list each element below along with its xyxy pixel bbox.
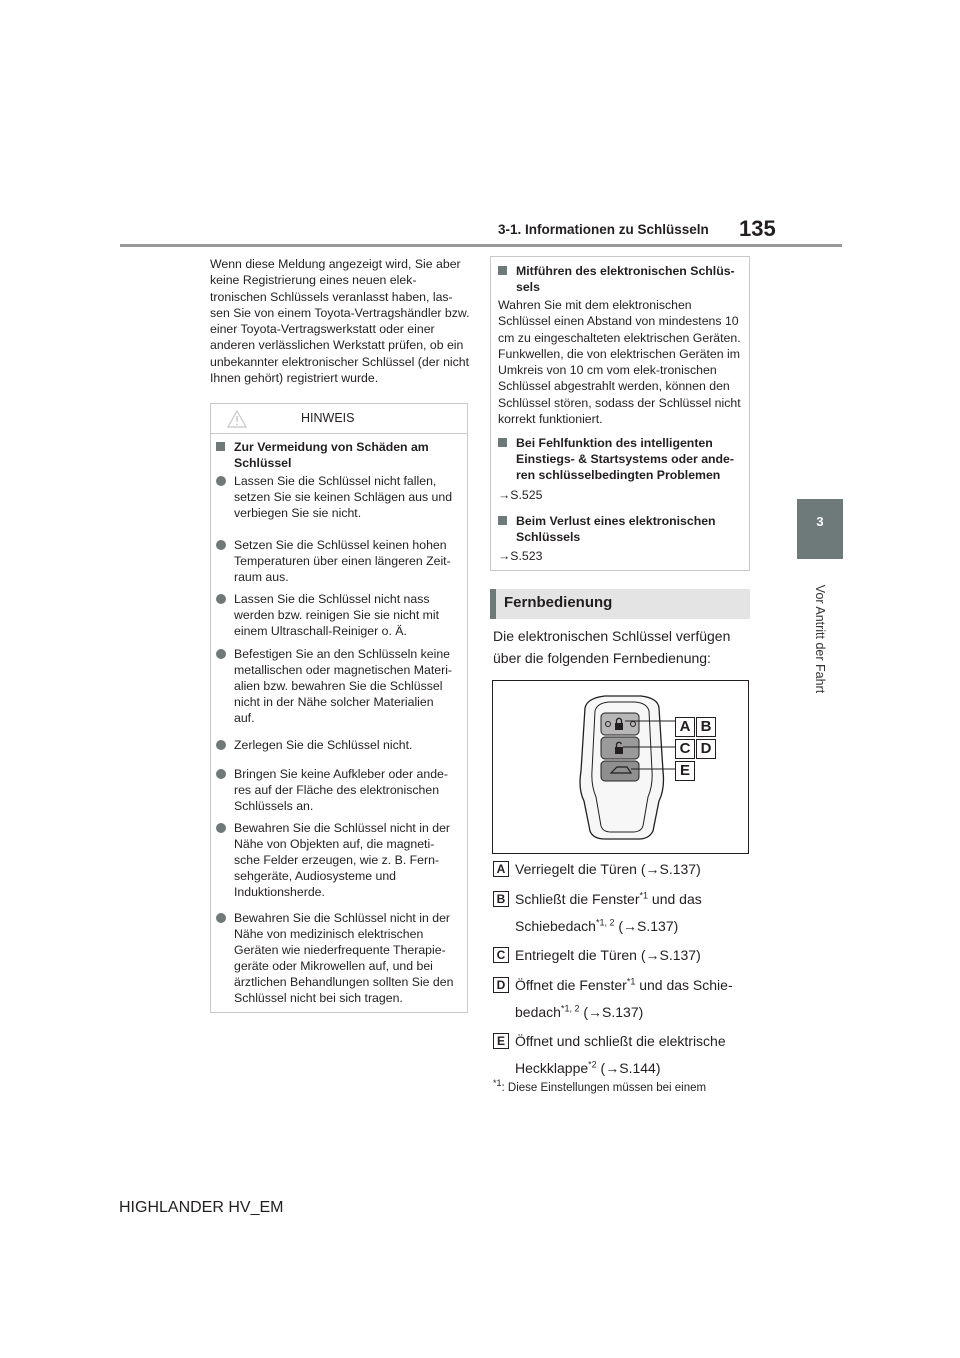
- list-item-text: Zerlegen Sie die Schlüssel nicht.: [234, 738, 413, 752]
- callout-label: D: [696, 739, 716, 759]
- list-item-text: Setzen Sie die Schlüssel keinen hohen Temperaturen über einen längeren Zeit-raum aus.: [234, 538, 451, 584]
- item-text: Öffnet und schließt die elektrische: [515, 1033, 726, 1049]
- list-item-text: Befestigen Sie an den Schlüsseln keine metallischen oder magnetischen Materi-alien bzw. bewahren Sie die Schlüssel nicht in der Nähe solcher Materialien auf.: [234, 647, 453, 725]
- square-bullet-icon: [498, 266, 507, 275]
- key-illustration: [492, 680, 749, 854]
- callout-label: A: [675, 717, 695, 737]
- bullet-icon: [216, 769, 226, 779]
- list-item: [216, 766, 454, 814]
- item-letter: B: [493, 891, 509, 907]
- list-item-text: Lassen Sie die Schlüssel nicht nass werden bzw. reinigen Sie sie nicht mit einem Ultraschall-Reiniger o. Ä.: [234, 592, 440, 638]
- arrow-icon: →: [498, 549, 511, 563]
- item-letter: A: [493, 861, 509, 877]
- chapter-tab: [797, 499, 843, 559]
- arrow-icon: →: [605, 1060, 620, 1076]
- item-text: Öffnet die Fenster$^{*1}$ und das Schie-: [515, 976, 733, 993]
- page-reference[interactable]: →S.137: [623, 918, 674, 934]
- list-item-text: Bringen Sie keine Aufkleber oder ande-res auf der Fläche des elektronischen Schlüssels an.: [234, 767, 448, 813]
- item-letter: D: [493, 977, 509, 993]
- bullet-icon: [216, 823, 226, 833]
- item-letter: C: [493, 947, 509, 963]
- arrow-icon: →: [645, 861, 660, 877]
- notice-header: [211, 404, 467, 433]
- notice-title-text: Zur Vermeidung von Schäden am Schlüssel: [234, 440, 429, 470]
- list-item: [493, 1029, 753, 1085]
- square-bullet-icon: [498, 438, 507, 447]
- page-reference[interactable]: →S.137: [645, 861, 697, 877]
- list-item: [493, 887, 753, 943]
- arrow-icon: →: [498, 488, 511, 502]
- info-title: [498, 435, 741, 483]
- warning-icon: [227, 410, 247, 428]
- list-item: [216, 591, 454, 639]
- arrow-icon: →: [588, 1004, 603, 1020]
- page-reference[interactable]: →S.525: [498, 488, 543, 502]
- list-item: [493, 973, 753, 1029]
- info-title: [498, 513, 741, 545]
- notice-title: [216, 439, 459, 471]
- bullet-icon: [216, 913, 226, 923]
- key-fob-drawing: [493, 681, 748, 853]
- list-item: [216, 820, 454, 900]
- list-item: [216, 910, 454, 1006]
- item-text: bedach$^{*1, 2}$ (→S.137): [515, 1003, 644, 1020]
- page-reference[interactable]: →S.523: [498, 549, 543, 563]
- square-bullet-icon: [216, 442, 225, 451]
- square-bullet-icon: [498, 516, 507, 525]
- page-reference[interactable]: →S.144: [605, 1060, 656, 1076]
- item-text: Schließt die Fenster$^{*1}$ und das: [515, 890, 702, 907]
- info-box: [490, 256, 750, 571]
- chapter-label: Vor Antritt der Fahrt: [813, 584, 827, 694]
- notice-label: HINWEIS: [301, 411, 355, 425]
- item-text: Heckklappe$^{*2}$ (→S.144): [515, 1059, 661, 1076]
- list-item: [216, 537, 454, 585]
- footnote: $^{*1}$: Diese Einstellungen müssen bei einem: [493, 1078, 707, 1094]
- callout-label: C: [675, 739, 695, 759]
- page-reference[interactable]: →S.137: [645, 947, 697, 963]
- info-title-text: Mitführen des elektronischen Schlüs-sels: [516, 264, 735, 294]
- notice-box: [210, 403, 468, 1013]
- info-paragraph: Wahren Sie mit dem elektronischen Schlüssel einen Abstand von mindestens 10 cm zu eingeschalteten elektrischen Geräten. Funkwellen, die von elektrischen Geräten im Umkreis von 10 cm vom elek-tronischen Schlüssel abgestrahlt werden, können den Schlüssel stören, sodass der Schlüssel nicht korrekt funktioniert.: [498, 298, 741, 427]
- list-item-text: Bewahren Sie die Schlüssel nicht in der Nähe von Objekten auf, die magneti-sche Felder erzeugen, wie z. B. Fern-sehgeräte, Audiosysteme und Induktionsherde.: [234, 821, 451, 899]
- arrow-icon: →: [623, 918, 638, 934]
- footer-model: HIGHLANDER HV_EM: [119, 1199, 284, 1216]
- callout-label: B: [696, 717, 716, 737]
- arrow-icon: →: [645, 947, 660, 963]
- bullet-icon: [216, 540, 226, 550]
- item-text: Entriegelt die Türen (→S.137): [515, 947, 701, 963]
- fern-intro: Die elektronischen Schlüssel verfügen über die folgenden Fernbedienung:: [493, 628, 731, 666]
- notice-divider: [211, 433, 467, 434]
- section-heading: Fernbedienung: [504, 594, 613, 611]
- chapter-number: 3: [816, 514, 824, 529]
- header-rule: [120, 244, 842, 247]
- item-text: Schiebedach$^{*1, 2}$ (→S.137): [515, 917, 679, 934]
- page-reference[interactable]: →S.137: [588, 1004, 639, 1020]
- info-title-text: Bei Fehlfunktion des intelligenten Einstiegs- & Startsystems oder ande-ren schlüsselbedingten Problemen: [516, 436, 734, 482]
- list-item: [216, 737, 454, 753]
- bullet-icon: [216, 594, 226, 604]
- item-text: Verriegelt die Türen (→S.137): [515, 861, 701, 877]
- info-title: [498, 263, 741, 295]
- bullet-icon: [216, 476, 226, 486]
- list-item: [216, 473, 454, 521]
- callout-label: E: [675, 761, 695, 781]
- bullet-icon: [216, 740, 226, 750]
- list-item: [216, 646, 454, 726]
- list-item-text: Lassen Sie die Schlüssel nicht fallen, setzen Sie sie keinen Schlägen aus und verbiegen Sie sie nicht.: [234, 474, 453, 520]
- bullet-icon: [216, 649, 226, 659]
- item-letter: E: [493, 1033, 509, 1049]
- section-title: 3-1. Informationen zu Schlüsseln: [498, 222, 709, 237]
- section-heading-bar: [490, 589, 496, 619]
- page-number: 135: [739, 216, 776, 241]
- info-title-text: Beim Verlust eines elektronischen Schlüssels: [516, 514, 716, 544]
- intro-paragraph: Wenn diese Meldung angezeigt wird, Sie aber keine Registrierung eines neuen elek-tronischen Schlüssels veranlasst haben, las-sen Sie von einem Toyota-Vertragshändler bzw. einer Toyota-Vertragswerkstatt oder einer anderen verlässlichen Werkstatt prüfen, ob ein unbekannter elektronischer Schlüssel (der nicht Ihnen gehört) registriert wurde.: [210, 257, 470, 386]
- list-item-text: Bewahren Sie die Schlüssel nicht in der Nähe von medizinisch elektrischen Geräten wie niederfrequente Therapie-geräte oder Mikrowellen auf, und bei ärztlichen Behandlungen sollten Sie den Schlüssel nicht bei sich tragen.: [234, 911, 454, 1005]
